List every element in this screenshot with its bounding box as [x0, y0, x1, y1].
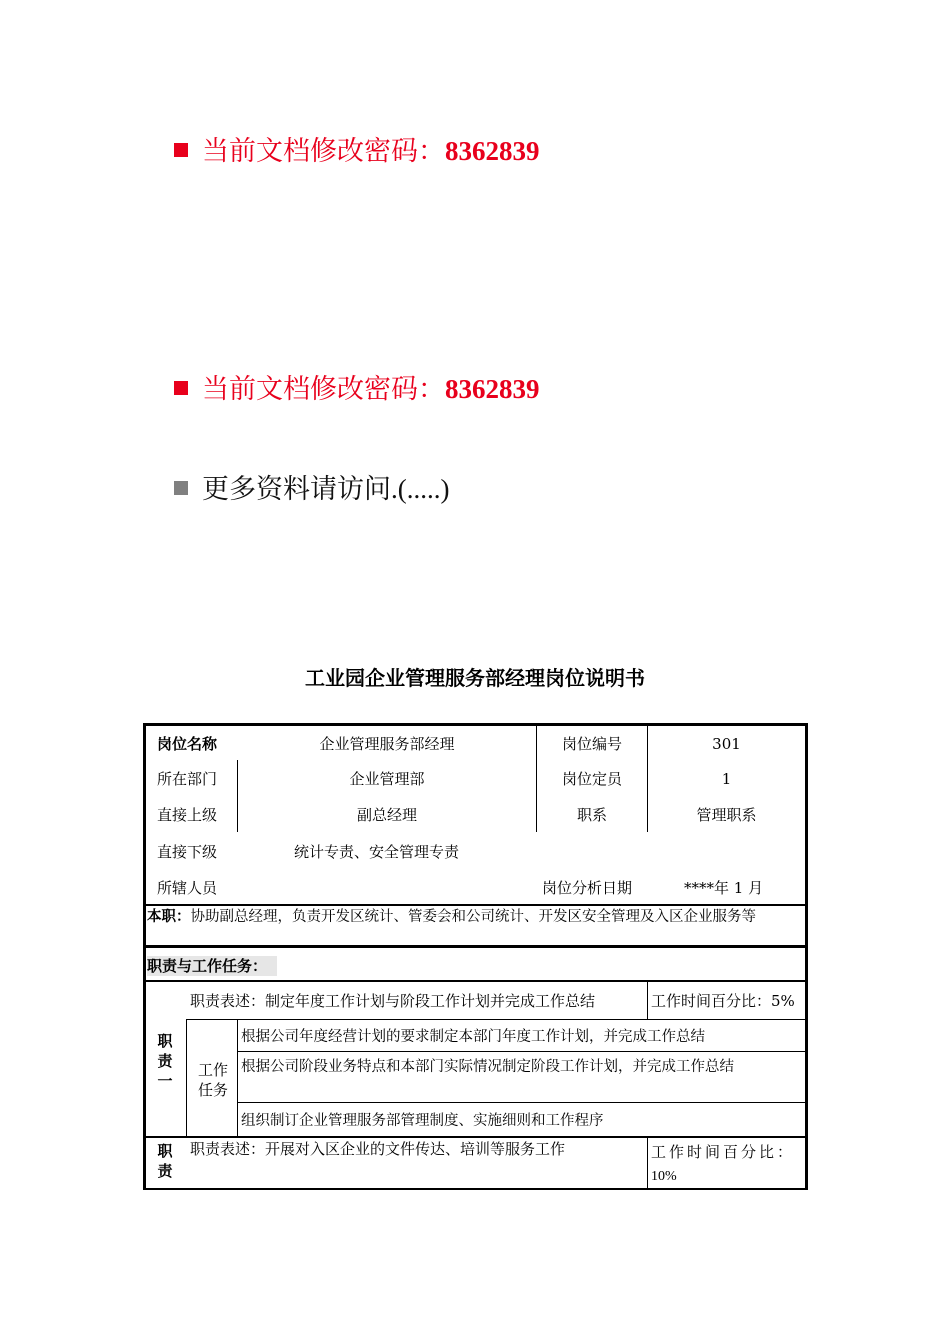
- more-link-suffix: .(.....): [391, 474, 450, 504]
- superior-label: 直接上级: [157, 806, 218, 824]
- duties-header: 职责与工作任务：: [147, 956, 277, 976]
- job-family-value: 管理职系: [696, 806, 757, 824]
- subordinate-value: 统计专责、安全管理专责: [294, 843, 460, 861]
- position-no-label: 岗位编号: [561, 735, 622, 753]
- duty1-tasks-label: 工作任务: [197, 1061, 228, 1099]
- password-notice-2: [174, 372, 540, 407]
- duty1-time-ratio: 工作时间百分比：5%: [651, 992, 795, 1010]
- duty1-statement: 职责表述：制定年度工作计划与阶段工作计划并完成工作总结: [190, 992, 596, 1010]
- analysis-date-value: ****年 1 月: [684, 879, 764, 897]
- gray-square-bullet-icon: [174, 481, 188, 495]
- managed-staff-label: 所辖人员: [157, 879, 218, 897]
- duty1-task-1: 根据公司年度经营计划的要求制定本部门年度工作计划，并完成工作总结: [241, 1029, 705, 1045]
- red-square-bullet-icon: [174, 143, 188, 157]
- position-name-value: 企业管理服务部经理: [319, 735, 455, 753]
- notice-code: 8362839: [445, 374, 540, 404]
- position-no-value: 301: [712, 735, 741, 753]
- password-notice-1: [174, 134, 540, 169]
- position-name-label: 岗位名称: [157, 735, 218, 753]
- duty1-task-2: 根据公司阶段业务特点和本部门实际情况制定阶段工作计划，并完成工作总结: [241, 1059, 734, 1075]
- job-family-label: 职系: [576, 806, 607, 824]
- analysis-date-label: 岗位分析日期: [542, 879, 633, 897]
- notice-text: 当前文档修改密码：: [202, 374, 445, 405]
- duty1-label: 职责一: [157, 1032, 173, 1090]
- duty1-task-3: 组织制订企业管理服务部管理制度、实施细则和工作程序: [241, 1113, 604, 1129]
- duty2-label: 职责: [157, 1142, 173, 1180]
- job-summary: [147, 908, 803, 927]
- more-info-link[interactable]: [174, 472, 449, 507]
- job-summary-text: 协助副总经理，负责开发区统计、管委会和公司统计、开发区安全管理及入区企业服务等: [190, 909, 756, 925]
- job-summary-label: 本职：: [147, 909, 191, 925]
- duty2-statement: 职责表述：开展对入区企业的文件传达、培训等服务工作: [190, 1140, 566, 1158]
- duty2-time-ratio-label: 工作时间百分比：: [651, 1143, 796, 1161]
- subordinate-label: 直接下级: [157, 843, 218, 861]
- department-label: 所在部门: [157, 770, 218, 788]
- red-square-bullet-icon: [174, 381, 188, 395]
- notice-code: 8362839: [445, 136, 540, 166]
- more-link-text: 更多资料请访问: [202, 474, 391, 505]
- document-title: 工业园企业管理服务部经理岗位说明书: [305, 666, 645, 690]
- department-value: 企业管理部: [349, 770, 425, 788]
- headcount-label: 岗位定员: [561, 770, 622, 788]
- duty2-time-ratio-value: 10%: [651, 1169, 677, 1184]
- notice-text: 当前文档修改密码：: [202, 136, 445, 167]
- job-description-table: [143, 723, 808, 1190]
- headcount-value: 1: [721, 770, 732, 788]
- superior-value: 副总经理: [356, 806, 417, 824]
